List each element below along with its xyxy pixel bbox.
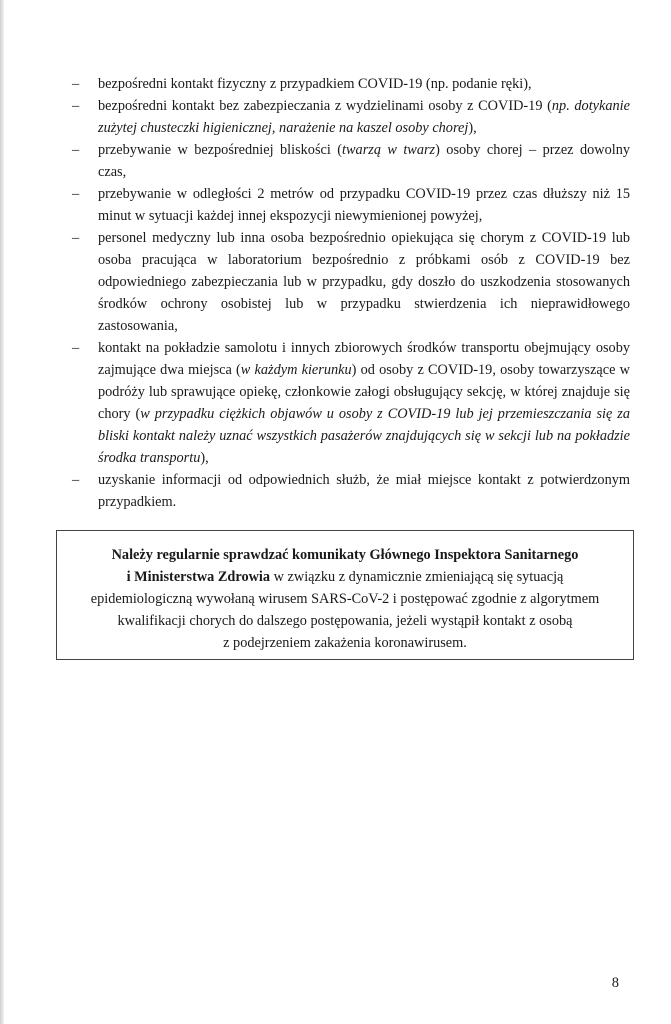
list-item-text — [98, 95, 630, 139]
text-segment: bezpośredni kontakt bez zabezpieczania z wydzielinami osoby z COVID-19 ( — [98, 98, 552, 114]
text-segment: ), — [200, 450, 209, 466]
contact-criteria-list — [62, 73, 630, 513]
list-item — [62, 139, 630, 183]
page-number: 8 — [611, 975, 619, 991]
text-segment: przebywanie w bezpośredniej bliskości ( — [98, 142, 343, 158]
list-dash: – — [72, 230, 80, 246]
list-item — [62, 469, 630, 513]
list-item — [62, 183, 630, 227]
text-segment: przebywanie w odległości 2 metrów od przypadku COVID-19 przez czas dłuższy niż 15 minut w sytuacji każdej innej ekspozycji niewymienionej powyżej, — [98, 186, 630, 224]
list-dash: – — [72, 186, 80, 202]
list-item-text — [98, 469, 630, 513]
italic-text: w każdym kierunku — [240, 362, 352, 378]
text-segment: personel medyczny lub inna osoba bezpośrednio opiekująca się chorym z COVID-19 lub osoba pracująca w laboratorium bezpośrednio z próbkami osób z COVID-19 bez odpowiedniego zabezpieczania lub w przypadku, gdy doszło do uszkodzenia stosowanych środków ochrony osobistej lub w przypadku stwierdzenia ich nieprawidłowego zastosowania, — [98, 230, 630, 334]
list-item-text — [98, 227, 630, 337]
list-item-text — [98, 337, 630, 469]
text-segment: kontakt na pokładzie samolotu i innych zbiorowych środków transportu obejmujący osoby zajmujące dwa miejsca ( — [98, 340, 630, 378]
list-item-text — [98, 73, 630, 95]
page-edge — [0, 0, 4, 1024]
notice-line-2: i Ministerstwa Zdrowia w związku z dynamicznie zmieniającą się sytuacją — [126, 569, 564, 585]
list-dash: – — [72, 142, 80, 158]
text-segment: ), — [468, 120, 477, 136]
italic-text: np. dotykanie zużytej chusteczki higienicznej, narażenie na kaszel osoby chorej — [98, 98, 630, 136]
list-item — [62, 227, 630, 337]
text-segment: ) od osoby z COVID-19, osoby towarzyszące w podróży lub sprawujące opiekę, członkowie załogi obsługujący sekcję, w której znajduje się chory ( — [98, 362, 630, 422]
notice-line-5: z podejrzeniem zakażenia koronawirusem. — [223, 635, 467, 651]
list-item-text — [98, 139, 630, 183]
list-item — [62, 95, 630, 139]
list-item-text — [98, 183, 630, 227]
text-segment: bezpośredni kontakt fizyczny z przypadkiem COVID-19 (np. podanie ręki), — [98, 76, 532, 92]
list-dash: – — [72, 98, 80, 114]
list-dash: – — [72, 340, 80, 356]
text-segment: uzyskanie informacji od odpowiednich służb, że miał miejsce kontakt z potwierdzonym przypadkiem. — [98, 472, 630, 510]
notice-line-1: Należy regularnie sprawdzać komunikaty Głównego Inspektora Sanitarnego — [111, 547, 579, 563]
italic-text: twarzą w twarz — [342, 142, 436, 158]
notice-box — [56, 530, 634, 660]
notice-line-3: epidemiologiczną wywołaną wirusem SARS-CoV-2 i postępować zgodnie z algorytmem — [90, 591, 600, 607]
italic-text: w przypadku ciężkich objawów u osoby z COVID-19 lub jej przemieszczania się za bliski kontakt należy uznać wszystkich pasażerów znajdujących się w sekcji lub na pokładzie środka transportu — [98, 406, 631, 466]
list-item — [62, 337, 630, 469]
list-dash: – — [72, 76, 80, 92]
text-segment: ) osoby chorej – przez dowolny czas, — [98, 142, 630, 180]
notice-line-4: kwalifikacji chorych do dalszego postępowania, jeżeli wystąpił kontakt z osobą — [117, 613, 573, 629]
list-dash: – — [72, 472, 80, 488]
list-item — [62, 73, 630, 95]
